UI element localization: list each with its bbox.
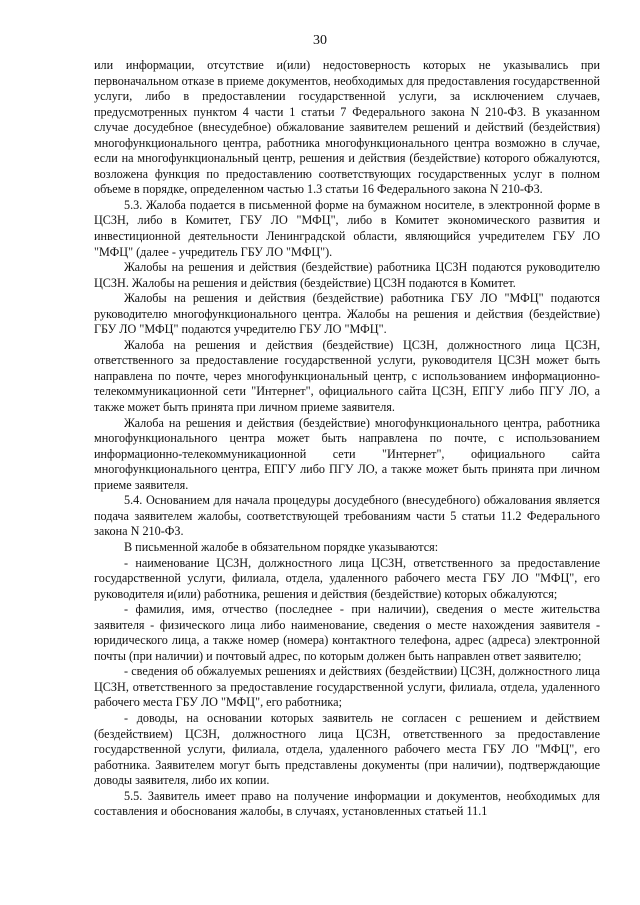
paragraph-continuation: или информации, отсутствие и(или) недостоверность которых не указывались при первоначальном отказе в приеме документов, необходимых для предоставления государственной услуги, либо в предоставлении государственной услуги, за исключением случаев, предусмотренных пунктом 4 части 1 статьи 7 Федерального закона N 210-ФЗ. В указанном случае досудебное (внесудебное) обжалование заявителем решений и действий (бездействия) многофункционального центра, работника многофункционального центра возможно в случае, если на многофункциональный центр, решения и действия (бездействие) которого обжалуются, возложена функция по предоставлению соответствующих государственных услуг в полном объеме в порядке, определенном частью 1.3 статьи 16 Федерального закона N 210-ФЗ. bbox=[94, 58, 600, 197]
list-item-contested-decisions: - сведения об обжалуемых решениях и действиях (бездействии) ЦСЗН, должностного лица ЦСЗН, ответственного за предоставление государственной услуги, филиала, отдела, удаленного рабочего места ГБУ ЛО "МФЦ", его работника; bbox=[94, 664, 600, 710]
list-item-arguments: - доводы, на основании которых заявитель не согласен с решением и действием (бездействием) ЦСЗН, должностного лица ЦСЗН, ответственного за предоставление государственной услуги, филиала, отдела, удаленного рабочего места ГБУ ЛО "МФЦ", его работника. Заявителем могут быть представлены документы (при наличии), подтверждающие доводы заявителя, либо их копии. bbox=[94, 710, 600, 788]
paragraph-complaints-cszn: Жалобы на решения и действия (бездействие) работника ЦСЗН подаются руководителю ЦСЗН. Жалобы на решения и действия (бездействие) ЦСЗН подаются в Комитет. bbox=[94, 260, 600, 290]
paragraph-5-3: 5.3. Жалоба подается в письменной форме на бумажном носителе, в электронной форме в ЦСЗН, либо в Комитет, ГБУ ЛО "МФЦ", либо в Комитет экономического развития и инвестиционной деятельности Ленинградской области, являющийся учредителем ГБУ ЛО "МФЦ" (далее - учредитель ГБУ ЛО "МФЦ"). bbox=[94, 197, 600, 259]
paragraph-5-5: 5.5. Заявитель имеет право на получение информации и документов, необходимых для составления и обоснования жалобы, в случаях, установленных статьей 11.1 bbox=[94, 788, 600, 819]
list-item-organization-name: - наименование ЦСЗН, должностного лица ЦСЗН, ответственного за предоставление государственной услуги, филиала, отдела, удаленного рабочего места ГБУ ЛО "МФЦ", его руководителя и(или) работника, решения и действия (бездействие) которых обжалуются; bbox=[94, 555, 600, 601]
paragraph-5-4: 5.4. Основанием для начала процедуры досудебного (внесудебного) обжалования является подача заявителем жалобы, соответствующей требованиям части 5 статьи 11.2 Федерального закона N 210-ФЗ. bbox=[94, 493, 600, 539]
document-body bbox=[94, 58, 600, 820]
page-number: 30 bbox=[313, 33, 327, 48]
list-item-applicant-details: - фамилия, имя, отчество (последнее - при наличии), сведения о месте жительства заявителя - физического лица либо наименование, сведения о месте нахождения заявителя - юридического лица, а также номер (номера) контактного телефона, адрес (адреса) электронной почты (при наличии) и почтовый адрес, по которым должен быть направлен ответ заявителю; bbox=[94, 602, 600, 663]
paragraph-required-fields-intro: В письменной жалобе в обязательном порядке указываются: bbox=[124, 539, 439, 554]
paragraph-complaints-mfc: Жалобы на решения и действия (бездействие) работника ГБУ ЛО "МФЦ" подаются руководителю многофункционального центра. Жалобы на решения и действия (бездействие) ГБУ ЛО "МФЦ" подаются учредителю ГБУ ЛО "МФЦ". bbox=[94, 291, 600, 337]
paragraph-complaint-channels-cszn: Жалоба на решения и действия (бездействие) ЦСЗН, должностного лица ЦСЗН, ответственного за предоставление государственной услуги, руководителя ЦСЗН может быть направлена по почте, через многофункциональный центр, с использованием информационно-телекоммуникационной сети "Интернет", официального сайта ЦСЗН, ЕПГУ либо ПГУ ЛО, а также может быть принята при личном приеме заявителя. bbox=[94, 337, 600, 415]
paragraph-complaint-channels-mfc: Жалоба на решения и действия (бездействие) многофункционального центра, работника многофункционального центра может быть направлена по почте, с использованием информационно-телекоммуникационной сети "Интернет", официального сайта многофункционального центра, ЕПГУ либо ПГУ ЛО, а также может быть принята при личном приеме заявителя. bbox=[94, 415, 600, 492]
